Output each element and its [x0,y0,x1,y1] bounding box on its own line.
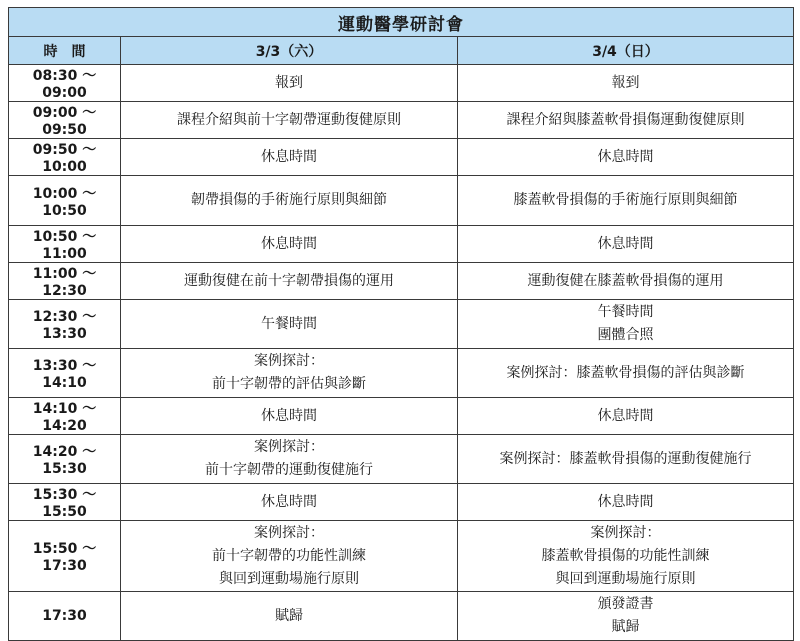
session-text-line: 運動復健在膝蓋軟骨損傷的運用 [527,272,724,289]
session-text-line: 休息時間 [597,493,654,510]
table-title: 運動醫學研討會 [9,8,794,37]
day2-session-cell [458,65,794,102]
session-text-line: 膝蓋軟骨損傷的手術施行原則與細節 [513,192,738,208]
schedule-row [9,592,794,641]
session-text-line: 報到 [611,74,640,91]
day1-session-cell [121,349,458,398]
schedule-row [9,65,794,102]
time-cell: 10:50 ～ 11:00 [9,226,121,263]
session-text-line: 午餐時間 [597,304,654,320]
session-text-line: 頒發證書 [597,596,654,612]
day2-session-cell [458,176,794,226]
day1-session-cell [121,65,458,102]
time-cell: 11:00 ～ 12:30 [9,263,121,300]
schedule-table [8,7,794,641]
session-text-line: 與回到運動場施行原則 [555,570,696,587]
day1-session-cell [121,263,458,300]
time-cell: 12:30 ～ 13:30 [9,300,121,349]
time-cell: 15:50 ～ 17:30 [9,521,121,592]
day2-session-cell [458,226,794,263]
schedule-container [8,7,793,641]
session-text-line: 休息時間 [261,493,317,510]
session-text-line: 休息時間 [261,407,317,424]
session-text-line: 休息時間 [261,148,317,165]
time-cell: 10:00 ～ 10:50 [9,176,121,226]
time-cell: 09:00 ～ 09:50 [9,102,121,139]
day2-session-cell [458,300,794,349]
schedule-row [9,484,794,521]
session-text-line: 休息時間 [261,235,317,252]
session-text-line: 休息時間 [597,407,654,424]
time-cell: 09:50 ～ 10:00 [9,139,121,176]
session-text-line: 休息時間 [597,148,654,165]
session-text-line: 案例探討： [590,524,661,541]
session-text-line: 與回到運動場施行原則 [219,570,359,587]
session-text-line: 運動復健在前十字韌帶損傷的運用 [184,272,394,289]
day1-session-cell [121,435,458,484]
day1-session-cell [121,300,458,349]
day1-session-cell [121,226,458,263]
day1-session-cell [121,176,458,226]
day2-session-cell [458,592,794,641]
header-time: 時 間 [9,37,121,65]
time-cell: 13:30 ～ 14:10 [9,349,121,398]
session-text-line: 賦歸 [275,607,303,624]
session-text-line: 團體合照 [597,327,654,343]
schedule-body [9,65,794,641]
day2-session-cell [458,398,794,435]
session-text-line: 前十字韌帶的運動復健施行 [205,462,373,478]
time-cell: 17:30 [9,592,121,641]
day2-session-cell [458,102,794,139]
session-text-line: 賦歸 [611,619,640,635]
session-text-line: 報到 [275,74,303,91]
session-text-line: 韌帶損傷的手術施行原則與細節 [191,192,387,208]
day1-session-cell [121,139,458,176]
session-text-line: 課程介紹與前十字韌帶運動復健原則 [177,111,401,128]
schedule-row [9,435,794,484]
schedule-row [9,300,794,349]
session-text-line: 前十字韌帶的評估與診斷 [212,376,366,392]
schedule-row [9,263,794,300]
day2-session-cell [458,139,794,176]
session-text-line: 案例探討： [254,524,324,541]
session-text-line: 休息時間 [597,235,654,252]
day2-session-cell [458,435,794,484]
time-cell: 15:30 ～ 15:50 [9,484,121,521]
session-text-line: 案例探討：膝蓋軟骨損傷的評估與診斷 [506,364,745,381]
day1-session-cell [121,398,458,435]
time-cell: 08:30 ～ 09:00 [9,65,121,102]
session-text-line: 課程介紹與膝蓋軟骨損傷運動復健原則 [506,111,745,128]
day1-session-cell [121,592,458,641]
schedule-row [9,139,794,176]
time-cell: 14:20 ～ 15:30 [9,435,121,484]
session-text-line: 膝蓋軟骨損傷的功能性訓練 [541,547,710,564]
time-cell: 14:10 ～ 14:20 [9,398,121,435]
schedule-row [9,349,794,398]
day1-session-cell [121,484,458,521]
schedule-row [9,226,794,263]
day2-session-cell [458,484,794,521]
header-day1: 3/3（六） [121,37,458,65]
session-text-line: 午餐時間 [261,315,317,332]
schedule-row [9,398,794,435]
day2-session-cell [458,349,794,398]
header-day2: 3/4（日） [458,37,794,65]
schedule-row [9,176,794,226]
schedule-row [9,102,794,139]
session-text-line: 案例探討： [254,439,324,455]
session-text-line: 案例探討：膝蓋軟骨損傷的運動復健施行 [499,450,752,467]
session-text-line: 案例探討： [254,353,324,369]
session-text-line: 前十字韌帶的功能性訓練 [212,547,366,564]
day1-session-cell [121,102,458,139]
day2-session-cell [458,263,794,300]
